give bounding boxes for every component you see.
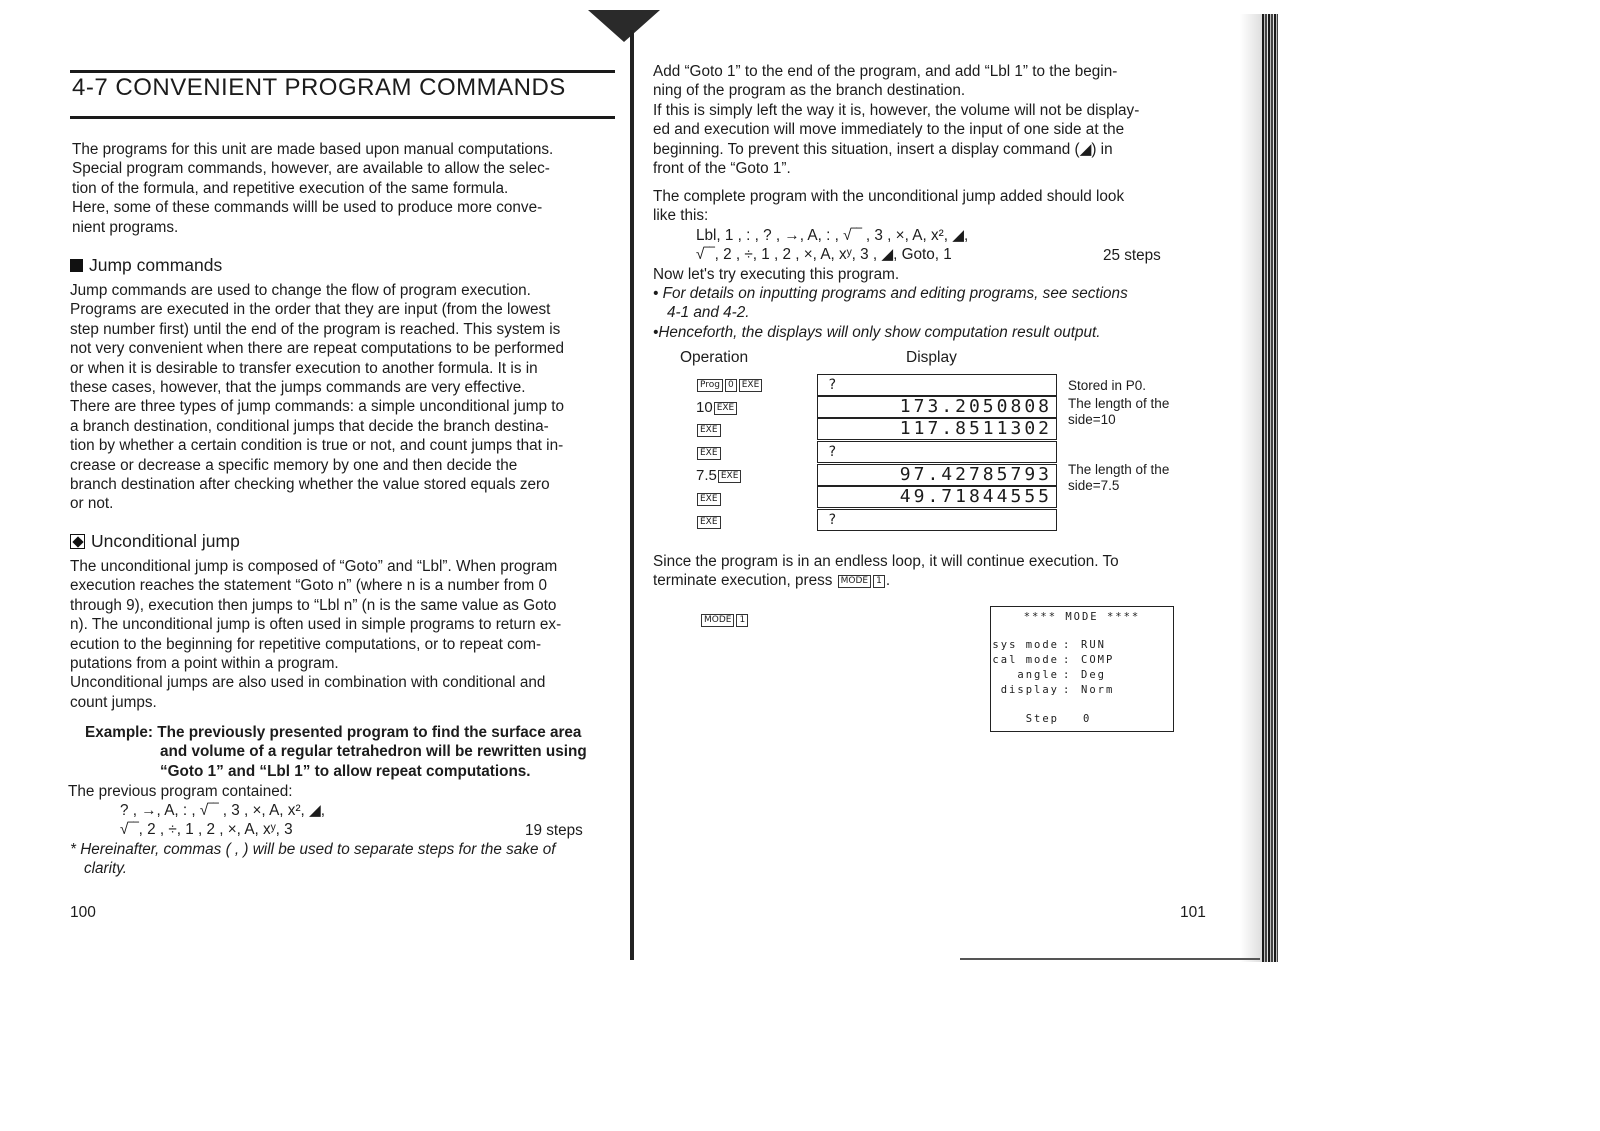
mode-step-row: Step 0 <box>1025 713 1092 725</box>
operation-row: 10 EXE <box>696 399 738 416</box>
operation-row <box>696 444 722 461</box>
display-note: The length of the side=10 <box>1068 396 1170 427</box>
complete-program-line1: Lbl, 1 , : , ? , →, A, : , √‾‾ , 3 , ×, A, x², ◢, <box>696 227 969 244</box>
binding-shadow <box>588 10 660 42</box>
endless-loop-paragraph: Since the program is in an endless loop, it will continue execution. To terminate execution, press MODE 1 . <box>653 553 1119 590</box>
display-note: Stored in P0. <box>1068 378 1147 393</box>
display-output: 173.2050808 <box>817 396 1057 418</box>
mode-row: sys mode : RUN <box>992 639 1106 651</box>
example-block: Example: The previously presented program to find the surface area and volume of a regular tetrahedron will be rewritten using “Goto 1” and “Lbl 1” to allow repeat computations. <box>85 724 587 780</box>
page-edge-stack <box>1262 14 1278 962</box>
jump-commands-heading: Jump commands <box>70 255 222 276</box>
display-header: Display <box>906 349 957 366</box>
display-output: ? <box>817 509 1057 531</box>
operation-row <box>696 376 763 393</box>
mode-key-icon: MODE <box>838 575 871 588</box>
exe-key-icon: EXE <box>718 470 742 483</box>
mode-row: angle : Deg <box>1017 669 1106 681</box>
mode-row: cal mode : COMP <box>992 654 1115 666</box>
previous-program-line1: ? , →, A, : , √‾‾ , 3 , ×, A, x², ◢, <box>120 802 326 819</box>
mode-key-icon: MODE <box>701 614 734 627</box>
display-output: ? <box>817 374 1057 396</box>
display-output: 97.42785793 <box>817 464 1057 486</box>
mode-screen-title: **** MODE **** <box>1023 611 1141 623</box>
display-output: 49.71844555 <box>817 486 1057 508</box>
operation-row <box>696 421 722 438</box>
exe-key-icon: EXE <box>714 402 738 415</box>
page-number-right: 101 <box>1180 904 1206 921</box>
right-intro-paragraph: Add “Goto 1” to the end of the program, and add “Lbl 1” to the begin- ning of the program as the branch destination. If this is simply left the way it is, however, the volume will not be display- ed and execution will move immediately to the input of one side at the beginning. To prevent this situation, insert a display command (◢) in front of the “Goto 1”. <box>653 63 1140 178</box>
page-number-left: 100 <box>70 904 96 921</box>
title-rule-bottom <box>70 116 615 119</box>
complete-program-steps: 25 steps <box>1103 247 1161 264</box>
unconditional-paragraph: The unconditional jump is composed of “Goto” and “Lbl”. When program execution reaches the statement “Goto n” (where n is a number from 0 through 9), execution then jumps to “Lbl n” (n is the same value as Goto n). The unconditional jump is often used in simple programs to return ex- ecution to the beginning for repetitive computations, or to repeat com- putations from a point within a program. Unconditional jumps are also used in combination with conditional and count jumps. <box>70 558 562 711</box>
mode-row: display : Norm <box>1000 684 1115 696</box>
bottom-rule <box>960 958 1260 960</box>
section-title: 4-7 CONVENIENT PROGRAM COMMANDS <box>72 74 566 101</box>
jump-paragraph: Jump commands are used to change the flow of program execution. Programs are executed in the order that they are input (from the lowest step number first) until the end of the program is reached. This system is not very convenient when there are repeat computations to be performed or when it is desirable to transfer execution to another formula. It is in these cases, however, that the jumps commands are very effective. There are three types of jump commands: a simple unconditional jump to a branch destination, conditional jumps that decide the branch destina- tion by whether a certain condition is true or not, and count jumps that in- crease or decrease a specific memory by one and then decide the branch destination after checking whether the value stored equals zero or not. <box>70 282 565 513</box>
unconditional-jump-heading: Unconditional jump <box>70 531 240 552</box>
display-output: ? <box>817 441 1057 463</box>
one-key-icon: 1 <box>873 575 885 588</box>
exe-key-icon: EXE <box>697 516 721 529</box>
page-edge-shadow <box>1240 14 1262 962</box>
operation-row: 7.5 EXE <box>696 467 742 484</box>
exe-key-icon: EXE <box>697 424 721 437</box>
prog-key-icon: Prog <box>697 379 723 392</box>
operation-row <box>696 490 722 507</box>
complete-program-label: The complete program with the unconditional jump added should look like this: <box>653 188 1125 225</box>
notes-block: • For details on inputting programs and editing programs, see sections 4-1 and 4-2. •Henceforth, the displays will only show computation result output. <box>653 285 1128 341</box>
display-note: The length of the side=7.5 <box>1068 462 1170 493</box>
operation-header: Operation <box>680 349 749 366</box>
diamond-bullet-icon <box>70 534 85 549</box>
previous-program-label: The previous program contained: <box>68 783 293 800</box>
try-executing: Now let's try executing this program. <box>653 266 900 283</box>
display-output: 117.8511302 <box>817 418 1057 440</box>
complete-program-line2: √‾‾, 2 , ÷, 1 , 2 , ×, A, xʸ, 3 , ◢, Goto, 1 <box>696 246 952 263</box>
zero-key-icon: 0 <box>725 379 737 392</box>
one-key-icon: 1 <box>736 614 748 627</box>
footnote: * Hereinafter, commas ( , ) will be used to separate steps for the sake of clarity. <box>70 841 556 878</box>
exe-key-icon: EXE <box>697 493 721 506</box>
square-bullet-icon <box>70 259 83 272</box>
operation-row <box>696 513 722 530</box>
page-gutter <box>630 30 634 960</box>
previous-program-steps: 19 steps <box>525 822 583 839</box>
mode-key-sequence <box>700 611 749 628</box>
previous-program-line2: √‾‾, 2 , ÷, 1 , 2 , ×, A, xʸ, 3 <box>120 821 293 838</box>
exe-key-icon: EXE <box>697 447 721 460</box>
title-rule-top <box>70 70 615 73</box>
mode-display-screen <box>990 606 1174 732</box>
exe-key-icon: EXE <box>739 379 763 392</box>
intro-paragraph: The programs for this unit are made based upon manual computations. Special program commands, however, are available to allow the selec- tion of the formula, and repetitive execution of the same formula. Here, some of these commands willl be used to produce more conve- nient programs. <box>72 141 554 236</box>
